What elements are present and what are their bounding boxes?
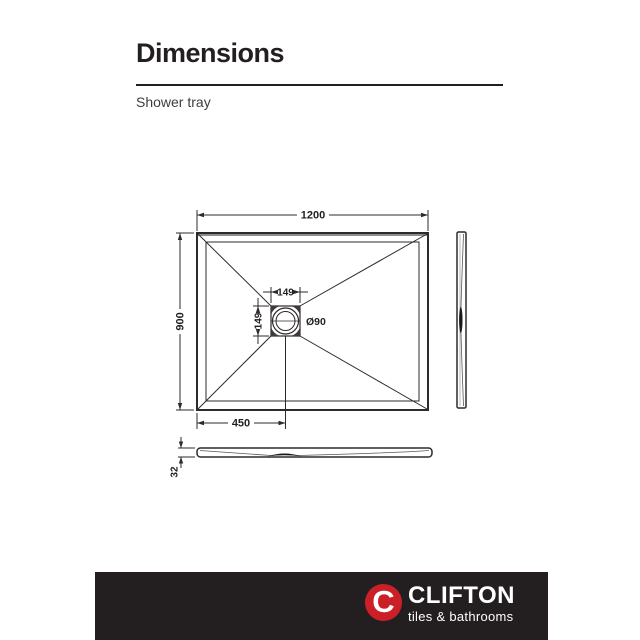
dim-label-height: 32 xyxy=(169,466,181,478)
clifton-logo-text xyxy=(408,584,515,624)
dim-label-depth: 900 xyxy=(174,312,187,331)
dimension-height-32 xyxy=(170,437,196,478)
shower-tray-technical-drawing xyxy=(140,190,480,490)
page-subtitle: Shower tray xyxy=(136,94,211,110)
dim-label-waste-offset: 450 xyxy=(231,417,251,430)
dim-label-drain-height: 149 xyxy=(253,312,265,330)
side-drain-bulge xyxy=(459,307,462,333)
footer-brand-bar xyxy=(95,572,548,640)
dimension-drain-height-149 xyxy=(253,298,269,344)
clifton-logo xyxy=(365,584,515,624)
front-drain-recess xyxy=(268,454,301,457)
dimension-waste-offset-450 xyxy=(197,336,286,430)
dim-label-drain-width: 149 xyxy=(277,287,294,299)
dim-label-drain-diameter: Ø90 xyxy=(306,316,326,328)
dimension-drain-width-149 xyxy=(263,287,308,303)
waste-drain xyxy=(271,306,300,336)
title-divider xyxy=(136,84,503,86)
brand-tagline: tiles & bathrooms xyxy=(407,609,514,624)
page-title: Dimensions xyxy=(136,38,285,68)
brand-name: CLIFTON xyxy=(407,582,515,609)
dim-label-width: 1200 xyxy=(300,209,326,222)
side-profile-view xyxy=(457,232,466,408)
dimension-width-1200 xyxy=(197,210,428,232)
clifton-logo-icon: C xyxy=(365,584,402,621)
dimension-depth-900 xyxy=(175,233,195,410)
front-profile-view xyxy=(197,448,432,457)
